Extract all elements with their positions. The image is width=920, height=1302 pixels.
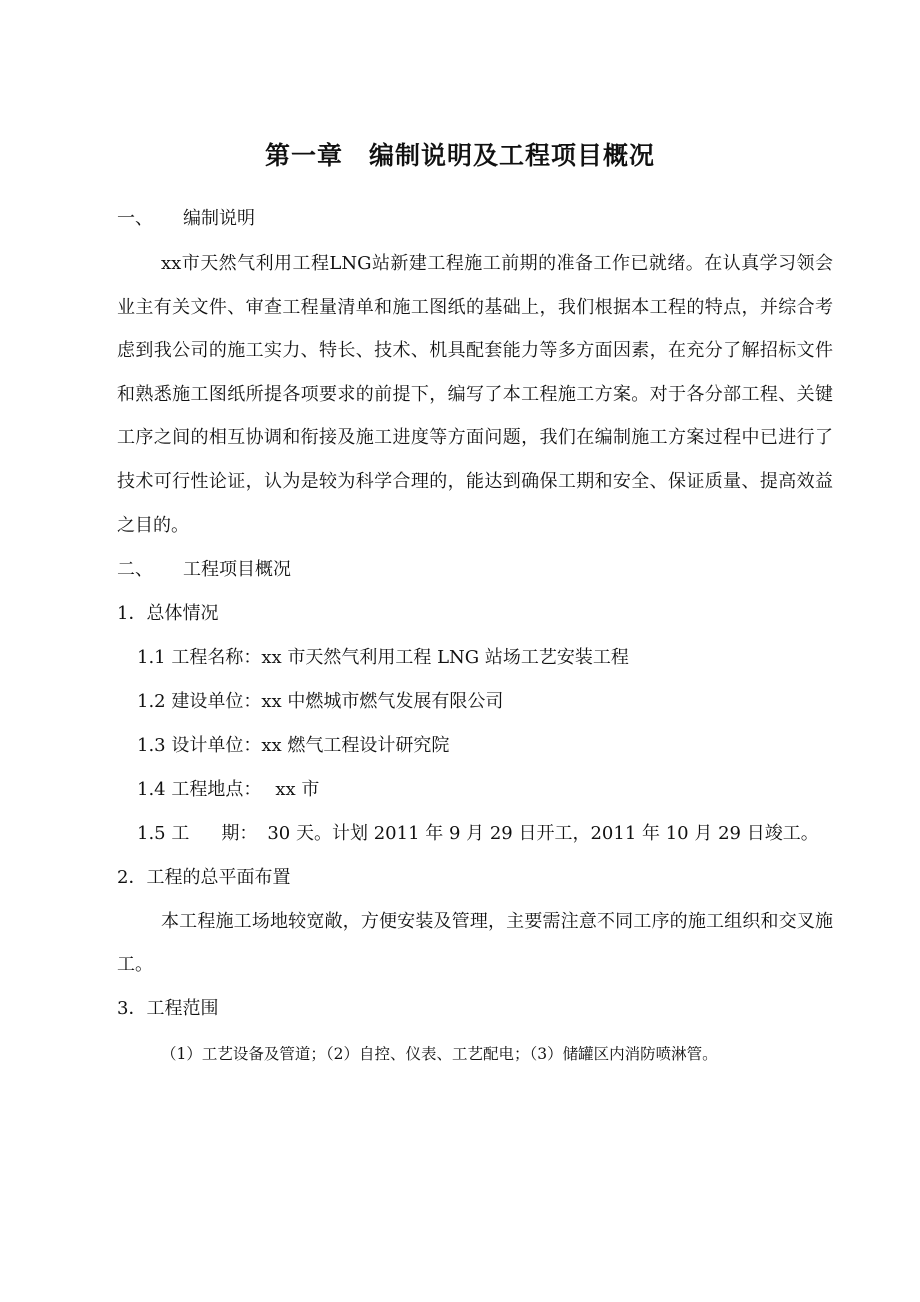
section-2-number: 二、 bbox=[117, 559, 153, 580]
item-label: 1.3 设计单位： bbox=[137, 735, 262, 756]
item-label: 1.2 建设单位： bbox=[137, 691, 262, 712]
item-duration bbox=[137, 822, 819, 846]
section-1-number: 一、 bbox=[117, 208, 153, 229]
section-1-paragraph: xx市天然气利用工程LNG站新建工程施工前期的准备工作已就绪。在认真学习领会业主有关文件、审查工程量清单和施工图纸的基础上，我们根据本工程的特点，并综合考虑到我公司的施工实力、特长、技术、机具配套能力等多方面因素，在充分了解招标文件和熟悉施工图纸所提各项要求的前提下，编写了本工程施工方案。对于各分部工程、关键工序之间的相互协调和衔接及施工进度等方面问题，我们在编制施工方案过程中已进行了技术可行性论证，认为是较为科学合理的，能达到确保工期和安全、保证质量、提高效益之目的。 bbox=[117, 253, 833, 536]
item-label: 1.1 工程名称： bbox=[137, 647, 262, 668]
item-label-b: 期： bbox=[221, 823, 258, 844]
subsection-3-heading: 3．工程范围 bbox=[117, 998, 219, 1019]
item-value: 30 天。计划 2011 年 9 月 29 日开工，2011 年 10 月 29 日竣工。 bbox=[267, 823, 819, 844]
item-label-a: 1.5 工 bbox=[137, 823, 190, 844]
item-owner bbox=[137, 690, 503, 714]
scope-text: （1）工艺设备及管道；（2）自控、仪表、工艺配电；（3）储罐区内消防喷淋管。 bbox=[161, 1045, 718, 1063]
item-project-name bbox=[137, 646, 629, 670]
item-value: xx 市 bbox=[275, 779, 320, 800]
item-designer bbox=[137, 734, 449, 758]
subsection-2-paragraph: 本工程施工场地较宽敞，方便安装及管理，主要需注意不同工序的施工组织和交叉施工。 bbox=[117, 911, 833, 975]
item-value: xx 燃气工程设计研究院 bbox=[261, 735, 450, 756]
item-value: xx 中燃城市燃气发展有限公司 bbox=[261, 691, 504, 712]
subsection-2-heading: 2．工程的总平面布置 bbox=[117, 867, 291, 888]
section-2-heading bbox=[117, 558, 291, 582]
item-location bbox=[137, 778, 319, 802]
item-value: xx 市天然气利用工程 LNG 站场工艺安装工程 bbox=[261, 647, 629, 668]
section-2-title: 工程项目概况 bbox=[183, 559, 291, 580]
section-1-title: 编制说明 bbox=[183, 208, 255, 229]
subsection-1-heading: 1．总体情况 bbox=[117, 603, 219, 624]
chapter-title: 第一章 编制说明及工程项目概况 bbox=[264, 141, 655, 170]
item-label: 1.4 工程地点： bbox=[137, 779, 262, 800]
section-1-heading bbox=[117, 207, 255, 231]
